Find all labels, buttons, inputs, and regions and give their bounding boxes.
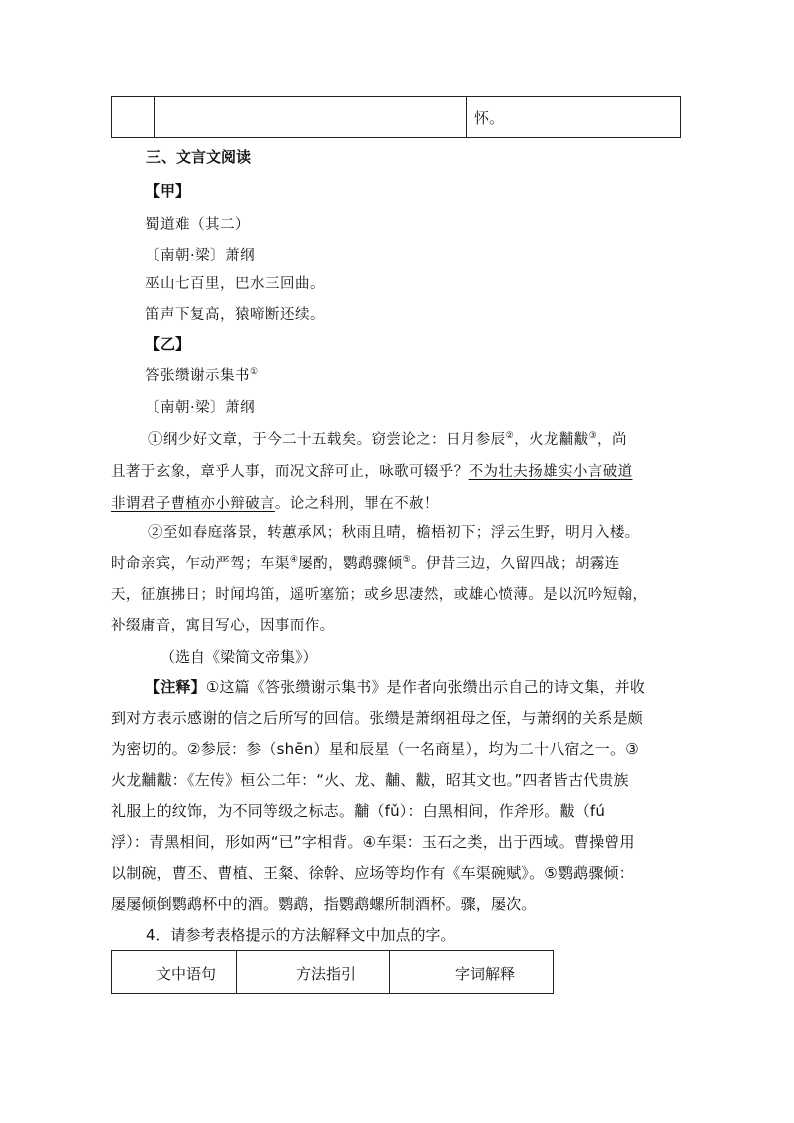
jia-label: 【甲】 — [145, 182, 191, 200]
note-line: 浮）：青黑相间，形如两“已”字相背。④车渠：玉石之类，出于西域。曹操曾用 — [111, 833, 635, 851]
yi-label: 【乙】 — [145, 335, 191, 353]
note-line: 为密切的。②参辰：参（shēn）星和辰星（一名商星），均为二十八宿之一。③ — [111, 740, 639, 758]
poem-line-2: 笛声下复高，猿啼断还续。 — [145, 307, 325, 323]
paragraph-line: 非谓君子曹植亦小辩破言。论之科刑，罪在不赦！ — [111, 496, 439, 512]
paragraph-line: ②至如春庭落景，转蕙承风；秋雨且晴，檐梧初下；浮云生野，明月入楼。 — [148, 525, 640, 541]
table-divider — [389, 951, 390, 993]
paragraph-line: 且著于玄象，章乎人事，而况文辞可止，咏歌可辍乎？不为壮夫扬雄实小言破道 — [111, 464, 633, 480]
note-line: 【注释】①这篇《答张缵谢示集书》是作者向张缵出示自己的诗文集，并收 — [145, 678, 646, 696]
table-header: 字词解释 — [455, 965, 516, 983]
note-line: 以制碗，曹丕、曹植、王粲、徐幹、应场等均作有《车渠碗赋》。⑤鹦鹉骤倾： — [111, 864, 634, 882]
top-table — [111, 96, 681, 138]
note-line: 屡屡倾倒鹦鹉杯中的酒。鹦鹉，指鹦鹉螺所制酒杯。骤，屡次。 — [111, 895, 537, 913]
letter-author: 〔南朝·梁〕萧纲 — [145, 400, 256, 416]
table-header: 文中语句 — [156, 965, 217, 983]
paragraph-line: ①纲少好文章，于今二十五载矣。窃尝论之：日月参辰②，火龙黼黻③，尚 — [148, 431, 627, 448]
section-title: 三、文言文阅读 — [146, 148, 252, 166]
note-line: 火龙黼黻：《左传》桓公二年：“火、龙、黼、黻，昭其文也。”四者皆古代贵族 — [111, 771, 629, 789]
table-divider — [154, 97, 155, 137]
underlined-text: 非谓君子曹植亦小辩破言 — [111, 496, 275, 512]
paragraph-line: 补缀庸音，寓目写心，因事而作。 — [111, 618, 335, 634]
underlined-text: 不为壮夫扬雄实小言破道 — [468, 464, 633, 480]
poem-line-1: 巫山七百里，巴水三回曲。 — [145, 276, 325, 292]
note-line: 礼服上的纹饰，为不同等级之标志。黼（fǔ）：白黑相间，作斧形。黻（fú — [111, 802, 606, 820]
source-note: （选自《梁简文帝集》） — [160, 648, 318, 666]
note-ref: ① — [250, 367, 259, 378]
letter-title-text: 答张缵谢示集书 — [145, 368, 250, 384]
paragraph-line: 天，征旗拂日；时闻坞笛，遥听塞笳；或乡思凄然，或雄心愤薄。是以沉吟短翰， — [111, 587, 648, 603]
table-cell-text: 怀。 — [474, 109, 505, 127]
poem-author: 〔南朝·梁〕萧纲 — [145, 248, 256, 264]
letter-title — [145, 364, 259, 385]
table-divider — [466, 97, 467, 137]
note-line: 到对方表示感谢的信之后所写的回信。张缵是萧纲祖母之侄，与萧纲的关系是颇 — [111, 709, 644, 727]
table-header: 方法指引 — [296, 965, 357, 983]
question-table — [111, 950, 554, 994]
poem-title: 蜀道难（其二） — [145, 217, 250, 233]
question-text: 4．请参考表格提示的方法解释文中加点的字。 — [146, 926, 456, 944]
table-divider — [236, 951, 237, 993]
paragraph-line: 时命亲宾，乍动严驾；车渠④屡酌，鹦鹉骤倾⑤。伊昔三边，久留四战；胡霧连 — [111, 555, 620, 572]
